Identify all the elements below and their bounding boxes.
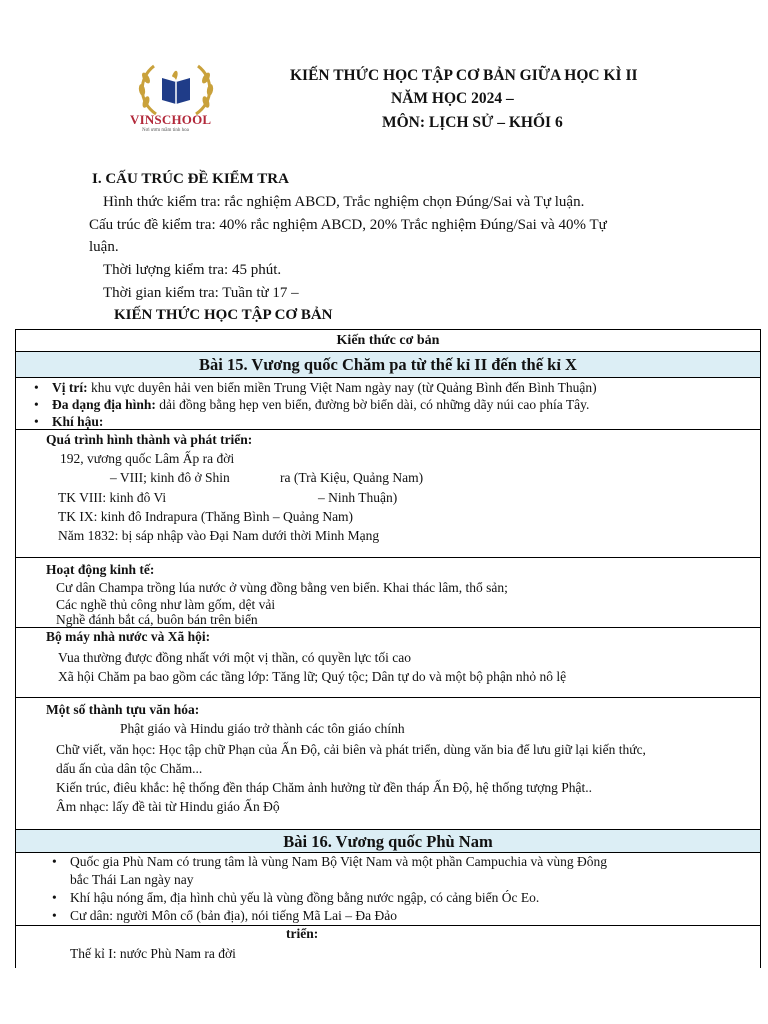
- section-knowledge-title: KIẾN THỨC HỌC TẬP CƠ BẢN: [114, 307, 333, 323]
- vinschool-emblem-icon: [124, 56, 228, 120]
- knowledge-table: [15, 329, 761, 968]
- formation-title: Quá trình hình thành và phát triển:: [46, 432, 253, 447]
- formation-line: – Ninh Thuận): [318, 490, 398, 505]
- table-header: Kiến thức cơ bản: [336, 333, 440, 348]
- economy-line: Cư dân Champa trồng lúa nước ở vùng đồng bằng ven biển. Khai thác lâm, thổ sản;: [56, 580, 508, 595]
- exam-structure: Cấu trúc đề kiểm tra: 40% rắc nghiệm ABCD, 20% Trắc nghiệm Đúng/Sai và 40% Tự: [89, 217, 607, 233]
- exam-structure-cont: luận.: [89, 239, 119, 255]
- list-item-cont: bắc Thái Lan ngày nay: [70, 872, 194, 887]
- culture-line: Âm nhạc: lấy đề tài từ Hindu giáo Ấn Độ: [56, 799, 280, 814]
- exam-form: Hình thức kiểm tra: rắc nghiệm ABCD, Trắc nghiệm chọn Đúng/Sai và Tự luận.: [103, 194, 585, 210]
- culture-line: Chữ viết, văn học: Học tập chữ Phạn của Ấn Độ, cải biên và phát triển, dùng văn bia để lưu giữ lại kiến thức,: [56, 742, 646, 757]
- bullet-label: Đa dạng địa hình:: [52, 397, 156, 412]
- economy-title: Hoạt động kinh tế:: [46, 562, 155, 577]
- list-item: • Cư dân: người Môn cổ (bản địa), nói tiếng Mã Lai – Đa Đảo: [70, 908, 397, 924]
- culture-line: dấu ấn của dân tộc Chăm...: [56, 761, 203, 776]
- exam-time: Thời gian kiểm tra: Tuần từ 17 –: [103, 285, 299, 301]
- list-item: • Khí hậu nóng ẩm, địa hình chủ yếu là vùng đồng bằng nước ngập, có cảng biển Óc Eo.: [70, 890, 539, 906]
- logo-tagline: Nơi ươm mầm tinh hoa: [142, 128, 189, 133]
- exam-duration: Thời lượng kiểm tra: 45 phút.: [103, 262, 282, 278]
- state-society-block: [16, 627, 760, 698]
- formation-line: – VIII; kinh đô ở Shin: [110, 470, 230, 485]
- development-line: Thế kỉ I: nước Phù Nam ra đời: [70, 946, 236, 961]
- lesson-16-development: [16, 925, 760, 969]
- bullet-text: khu vực duyên hải ven biển miền Trung Việt Nam ngày nay (từ Quảng Bình đến Bình Thuận): [87, 380, 597, 395]
- state-line: Xã hội Chăm pa bao gồm các tầng lớp: Tăng lữ; Quý tộc; Dân tự do và một bộ phận nhỏ nô lệ: [58, 669, 567, 684]
- lesson-15-title: Bài 15. Vương quốc Chăm pa từ thế kỉ II đến thế kỉ X: [16, 351, 760, 378]
- culture-title: Một số thành tựu văn hóa:: [46, 702, 200, 717]
- doc-title: KIẾN THỨC HỌC TẬP CƠ BẢN GIỮA HỌC KÌ II: [290, 67, 638, 84]
- culture-block: [16, 697, 760, 830]
- section-structure-title: I. CẤU TRÚC ĐỀ KIỂM TRA: [92, 171, 289, 187]
- lesson-16-title: Bài 16. Vương quốc Phù Nam: [16, 829, 760, 853]
- school-logo: [124, 56, 228, 136]
- school-year: NĂM HỌC 2024 –: [391, 90, 514, 107]
- economy-line: Nghề đánh bắt cá, buôn bán trên biển: [56, 612, 258, 627]
- subject-grade: MÔN: LỊCH SỬ – KHỐI 6: [382, 114, 563, 131]
- bullet-label: Vị trí:: [52, 380, 88, 395]
- culture-line: Phật giáo và Hindu giáo trở thành các tôn giáo chính: [120, 721, 405, 736]
- formation-block: [16, 429, 760, 558]
- bullet-label: Khí hậu:: [52, 414, 104, 429]
- formation-line: TK IX: kinh đô Indrapura (Thăng Bình – Quảng Nam): [58, 509, 354, 524]
- formation-line: Năm 1832: bị sáp nhập vào Đại Nam dưới thời Minh Mạng: [58, 528, 380, 543]
- lesson-15-overview: [16, 377, 760, 430]
- formation-line: TK VIII: kinh đô Vi: [58, 490, 167, 505]
- development-title: triển:: [286, 926, 319, 941]
- lesson-16-overview: [16, 852, 760, 926]
- list-item: • Quốc gia Phù Nam có trung tâm là vùng Nam Bộ Việt Nam và một phần Campuchia và vùng Đông: [70, 854, 607, 870]
- list-item: [52, 397, 589, 413]
- formation-line: ra (Trà Kiệu, Quảng Nam): [280, 470, 424, 485]
- list-item: [52, 414, 103, 430]
- logo-wordmark: VINSCHOOL: [130, 112, 212, 127]
- state-title: Bộ máy nhà nước và Xã hội:: [46, 629, 211, 644]
- economy-block: [16, 557, 760, 628]
- economy-line: Các nghề thủ công như làm gốm, dệt vải: [56, 597, 276, 612]
- list-item: [52, 380, 597, 396]
- state-line: Vua thường được đồng nhất với một vị thần, có quyền lực tối cao: [58, 650, 411, 665]
- culture-line: Kiến trúc, điêu khắc: hệ thống đền tháp Chăm ảnh hưởng từ đền tháp Ấn Độ, hệ thống tượng Phật..: [56, 780, 593, 795]
- formation-line: 192, vương quốc Lâm Ấp ra đời: [60, 451, 235, 466]
- bullet-text: dải đồng bằng hẹp ven biển, đường bờ biển dài, có những dãy núi cao phía Tây.: [155, 397, 590, 412]
